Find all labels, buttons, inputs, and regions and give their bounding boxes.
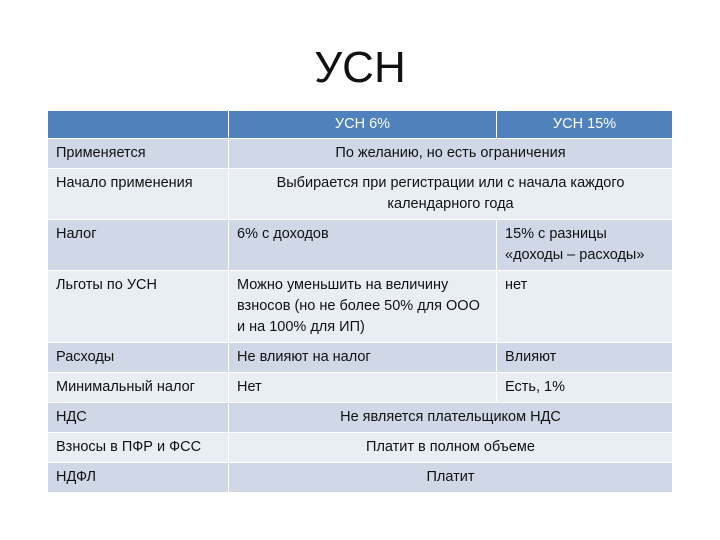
row-merged-value: Платит в полном объеме xyxy=(229,433,673,463)
table-row-min-tax xyxy=(48,373,673,403)
row-usn-6-value: Можно уменьшить на величину взносов (но не более 50% для ООО и на 100% для ИП) xyxy=(229,271,497,343)
row-label: Льготы по УСН xyxy=(48,271,229,343)
table-row-tax xyxy=(48,220,673,271)
row-label: НДС xyxy=(48,403,229,433)
row-usn-15-value: 15% с разницы «доходы – расходы» xyxy=(497,220,673,271)
table-row-contributions xyxy=(48,433,673,463)
header-usn-6: УСН 6% xyxy=(229,111,497,139)
row-merged-value: Выбирается при регистрации или с начала каждого календарного года xyxy=(229,169,673,220)
slide-title: УСН xyxy=(314,43,406,92)
table-row-start xyxy=(48,169,673,220)
row-label: Налог xyxy=(48,220,229,271)
header-corner-cell xyxy=(48,111,229,139)
row-label: Минимальный налог xyxy=(48,373,229,403)
table-row-benefits xyxy=(48,271,673,343)
row-label: Начало применения xyxy=(48,169,229,220)
row-usn-6-value: Не влияют на налог xyxy=(229,343,497,373)
row-usn-15-value: Есть, 1% xyxy=(497,373,673,403)
row-usn-6-value: 6% с доходов xyxy=(229,220,497,271)
row-label: Применяется xyxy=(48,139,229,169)
table-row-pit xyxy=(48,463,673,493)
header-usn-15: УСН 15% xyxy=(497,111,673,139)
table-row-applies xyxy=(48,139,673,169)
row-merged-value: По желанию, но есть ограничения xyxy=(229,139,673,169)
row-label: НДФЛ xyxy=(48,463,229,493)
row-label: Расходы xyxy=(48,343,229,373)
row-merged-value: Платит xyxy=(229,463,673,493)
usn-comparison-table xyxy=(47,110,673,493)
row-usn-15-value: Влияют xyxy=(497,343,673,373)
row-merged-value: Не является плательщиком НДС xyxy=(229,403,673,433)
table-header-row xyxy=(48,111,673,139)
row-usn-6-value: Нет xyxy=(229,373,497,403)
table-row-expenses xyxy=(48,343,673,373)
row-label: Взносы в ПФР и ФСС xyxy=(48,433,229,463)
row-usn-15-value: нет xyxy=(497,271,673,343)
table-row-vat xyxy=(48,403,673,433)
